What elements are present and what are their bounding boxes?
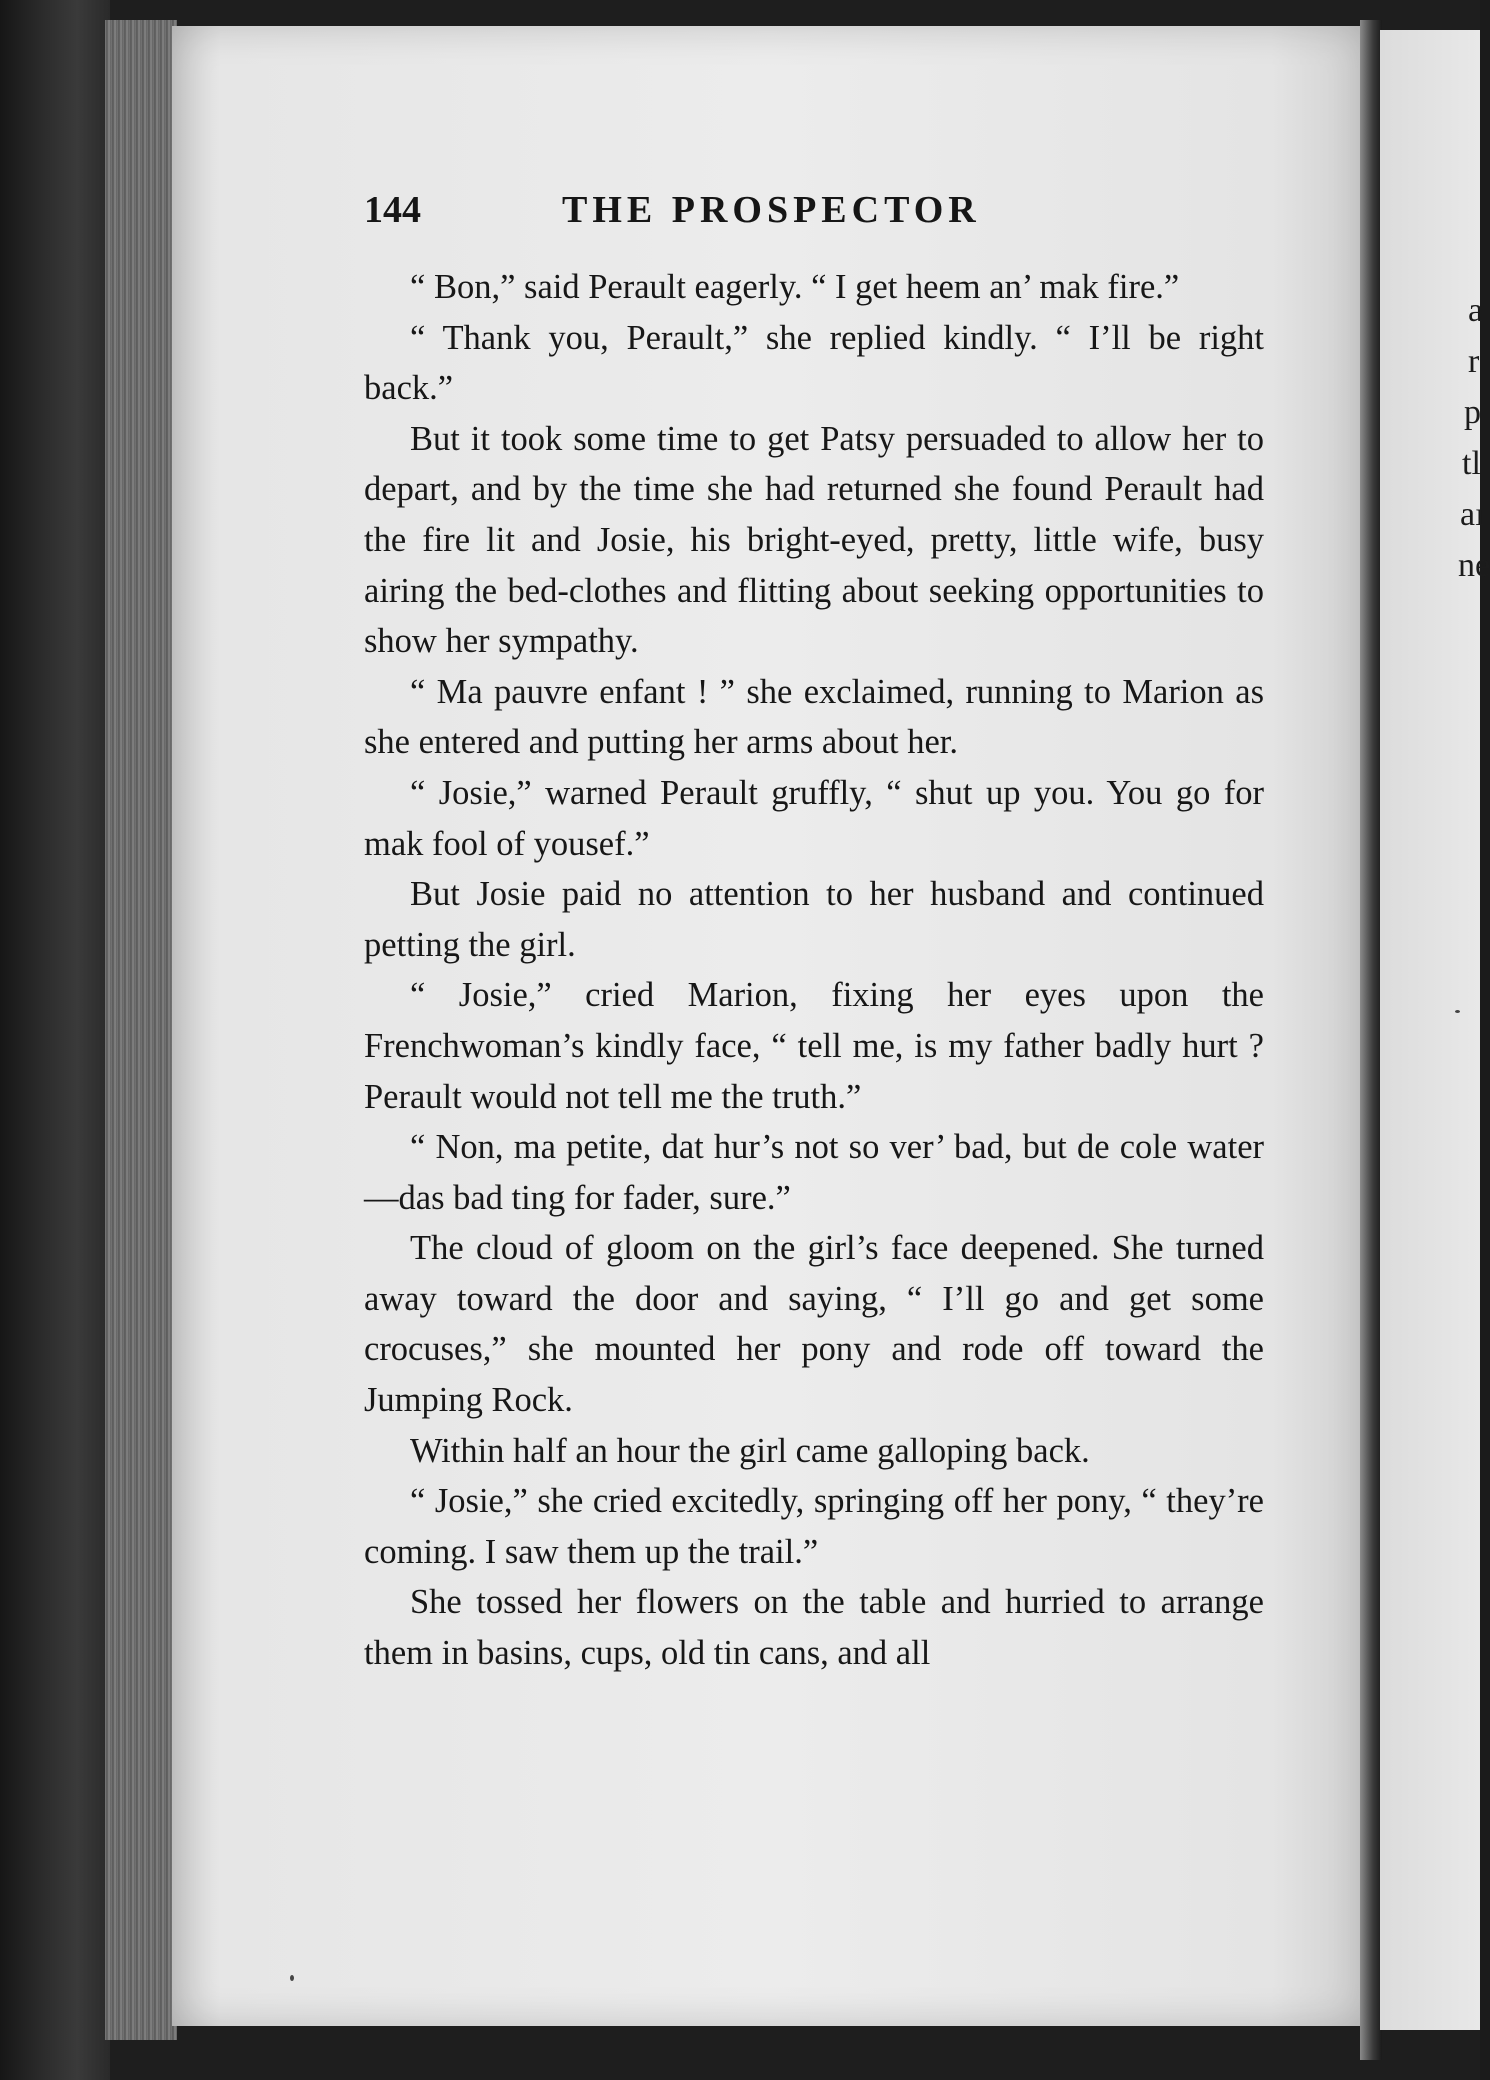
- paper-speck: [1455, 1010, 1460, 1013]
- paragraph: She tossed her flowers on the table and hurried to arrange them in basins, cups, old tin cans, and all: [364, 1583, 1264, 1673]
- paragraph: “ Josie,” she cried excitedly, springing off her pony, “ they’re coming. I saw them up the trail.”: [364, 1482, 1264, 1571]
- facing-page-fragment: p: [1464, 394, 1481, 431]
- paragraph: “ Thank you, Perault,” she replied kindly. “ I’ll be right back.”: [364, 318, 1264, 408]
- facing-page-fragment: tl: [1462, 445, 1481, 482]
- paragraph: “ Ma pauvre enfant ! ” she exclaimed, running to Marion as she entered and putting her arms about her.: [364, 672, 1264, 762]
- facing-page-fragment: aı: [1460, 496, 1485, 533]
- running-title: THE PROSPECTOR: [562, 189, 981, 231]
- paragraph: Within half an hour the girl came galloping back.: [410, 1431, 1090, 1470]
- facing-page-fragment: r: [1468, 343, 1480, 380]
- paragraph: “ Josie,” warned Perault gruffly, “ shut up you. You go for mak fool of yousef.”: [364, 773, 1264, 863]
- book-spine: [0, 0, 110, 2080]
- paragraph: But Josie paid no attention to her husband and continued petting the girl.: [364, 875, 1264, 964]
- facing-page-fragment: ne: [1458, 547, 1490, 584]
- page-number: 144: [364, 189, 421, 231]
- facing-page-fragment: a: [1468, 292, 1484, 329]
- paragraph: The cloud of gloom on the girl’s face deepened. She turned away toward the door and saying, “ I’ll go and get some crocuses,” she mounted her pony and rode off toward the Jumping Rock.: [364, 1229, 1264, 1420]
- facing-page: [1380, 30, 1490, 2030]
- gutter-shadow: [1360, 20, 1382, 2060]
- page-body: [364, 262, 1264, 1679]
- paragraph: “ Josie,” cried Marion, fixing her eyes upon the Frenchwoman’s kindly face, “ tell me, is my father badly hurt ? Perault would not tell me the truth.”: [364, 976, 1264, 1116]
- paragraph: But it took some time to get Patsy persuaded to allow her to depart, and by the time she had returned she found Perault had the fire lit and Josie, his bright-eyed, pretty, little wife, busy airing the bed-clothes and flitting about seeking opportunities to show her sympathy.: [364, 419, 1264, 661]
- paragraph: “ Non, ma petite, dat hur’s not so ver’ bad, but de cole water—das bad ting for fader, sure.”: [364, 1128, 1264, 1217]
- page-edges-stack: [105, 20, 177, 2040]
- paragraph: “ Bon,” said Perault eagerly. “ I get heem an’ mak fire.”: [410, 268, 1180, 306]
- page-header: [364, 188, 1264, 248]
- paper-speck: [290, 1975, 294, 1981]
